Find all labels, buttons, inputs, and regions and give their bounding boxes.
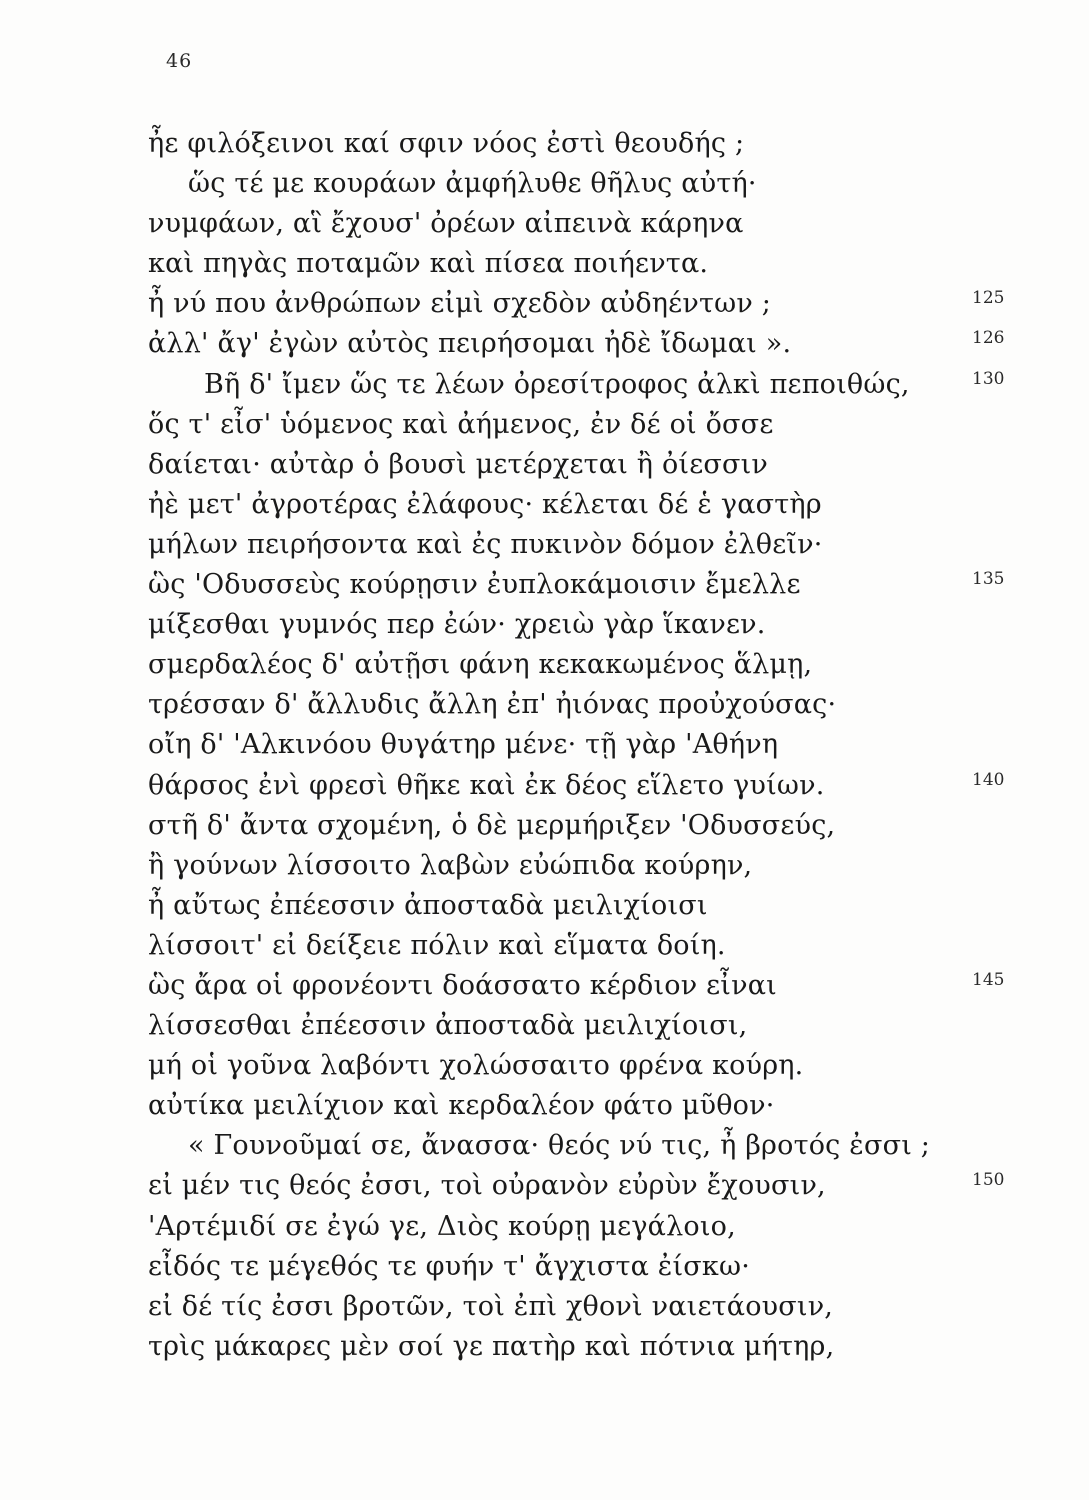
verse-line bbox=[148, 1166, 1028, 1206]
verse-line bbox=[148, 565, 1028, 605]
verse-line bbox=[148, 164, 1028, 204]
verse-line bbox=[148, 1086, 1028, 1126]
verse-line bbox=[148, 1327, 1028, 1367]
verse-line bbox=[148, 926, 1028, 966]
verse-line-text: εἰ δέ τίς ἐσσι βροτῶν, τοὶ ἐπὶ χθονὶ ναιετάουσιν, bbox=[148, 1290, 834, 1322]
verse-line-text: ἢ γούνων λίσσοιτο λαβὼν εὐώπιδα κούρην, bbox=[148, 849, 753, 881]
verse-line-text: μή οἱ γοῦνα λαβόντι χολώσσαιτο φρένα κούρη. bbox=[148, 1050, 804, 1082]
verse-line-text: οἴη δ' 'Αλκινόου θυγάτηρ μένε· τῇ γὰρ 'Αθήνη bbox=[148, 729, 779, 761]
verse-line-text: εἰ μέν τις θεός ἐσσι, τοὶ οὐρανὸν εὐρὺν ἔχουσιν, bbox=[148, 1170, 826, 1202]
verse-line bbox=[148, 485, 1028, 525]
verse-line bbox=[148, 1287, 1028, 1327]
verse-line bbox=[148, 1207, 1028, 1247]
verse-line-text: Βῆ δ' ἴμεν ὥς τε λέων ὀρεσίτροφος ἀλκὶ πεποιθώς, bbox=[204, 368, 910, 400]
verse-line-text: λίσσοιτ' εἰ δείξειε πόλιν καὶ εἵματα δοίη. bbox=[148, 929, 726, 961]
line-number: 145 bbox=[972, 969, 1005, 990]
verse-line-text: καὶ πηγὰς ποταμῶν καὶ πίσεα ποιήεντα. bbox=[148, 248, 709, 280]
verse-line-text: ἀλλ' ἄγ' ἐγὼν αὐτὸς πειρήσομαι ἠδὲ ἴδωμαι ». bbox=[148, 328, 792, 360]
verse-line-text: στῆ δ' ἄντα σχομένη, ὁ δὲ μερμήριξεν 'Οδυσσεύς, bbox=[148, 809, 836, 841]
verse-line-text: τρέσσαν δ' ἄλλυδις ἄλλη ἐπ' ἠιόνας προὐχούσας· bbox=[148, 689, 837, 721]
verse-line-text: θάρσος ἐνὶ φρεσὶ θῆκε καὶ ἐκ δέος εἵλετο γυίων. bbox=[148, 769, 825, 801]
verse-line bbox=[148, 725, 1028, 765]
verse-line bbox=[148, 244, 1028, 284]
verse-line-text: σμερδαλέος δ' αὐτῇσι φάνη κεκακωμένος ἅλμῃ, bbox=[148, 649, 813, 681]
line-number: 125 bbox=[972, 288, 1005, 309]
verse-line bbox=[148, 645, 1028, 685]
verse-line-text: ὥς τέ με κουράων ἀμφήλυθε θῆλυς αὐτή· bbox=[188, 168, 757, 200]
verse-line-text: 'Αρτέμιδί σε ἐγώ γε, Διὸς κούρῃ μεγάλοιο, bbox=[148, 1210, 736, 1242]
verse-line bbox=[148, 204, 1028, 244]
verse-line bbox=[148, 846, 1028, 886]
verse-line-text: λίσσεσθαι ἐπέεσσιν ἀποσταδὰ μειλιχίοισι, bbox=[148, 1010, 748, 1042]
verse-line bbox=[148, 1006, 1028, 1046]
verse-line bbox=[148, 324, 1028, 364]
verse-line bbox=[148, 886, 1028, 926]
verse-line bbox=[148, 525, 1028, 565]
verse-line-text: δαίεται· αὐτὰρ ὁ βουσὶ μετέρχεται ἢ ὀίεσσιν bbox=[148, 448, 769, 480]
verse-line-text: εἶδός τε μέγεθός τε φυήν τ' ἄγχιστα ἐίσκω· bbox=[148, 1250, 750, 1282]
page-number: 46 bbox=[166, 50, 193, 72]
verse-line bbox=[148, 405, 1028, 445]
verse-line bbox=[148, 1247, 1028, 1287]
verse-line-text: ὣς ἄρα οἱ φρονέοντι δοάσσατο κέρδιον εἶναι bbox=[148, 969, 777, 1001]
verse-line-text: ὅς τ' εἶσ' ὑόμενος καὶ ἀήμενος, ἐν δέ οἱ ὄσσε bbox=[148, 408, 774, 440]
line-number: 135 bbox=[972, 569, 1005, 590]
verse-line-text: μίξεσθαι γυμνός περ ἐών· χρειὼ γὰρ ἵκανεν. bbox=[148, 609, 766, 641]
verse-line bbox=[148, 605, 1028, 645]
verse-line-text: ἦ νύ που ἀνθρώπων εἰμὶ σχεδὸν αὐδηέντων ; bbox=[148, 288, 772, 320]
verse-block bbox=[148, 124, 1028, 1367]
verse-line-text: ἦ αὔτως ἐπέεσσιν ἀποσταδὰ μειλιχίοισι bbox=[148, 889, 708, 921]
verse-line bbox=[148, 806, 1028, 846]
verse-line bbox=[148, 1046, 1028, 1086]
verse-line bbox=[148, 966, 1028, 1006]
verse-line-text: ὣς 'Οδυσσεὺς κούρῃσιν ἐυπλοκάμοισιν ἔμελλε bbox=[148, 569, 801, 601]
line-number: 140 bbox=[972, 769, 1005, 790]
verse-line bbox=[148, 365, 1028, 405]
verse-line-text: « Γουνοῦμαί σε, ἄνασσα· θεός νύ τις, ἦ βροτός ἐσσι ; bbox=[188, 1130, 931, 1162]
verse-line-text: μήλων πειρήσοντα καὶ ἐς πυκινὸν δόμον ἐλθεῖν· bbox=[148, 528, 823, 560]
verse-line-text: ἦε φιλόξεινοι καί σφιν νόος ἐστὶ θεουδής ; bbox=[148, 128, 745, 159]
line-number: 126 bbox=[972, 328, 1005, 349]
verse-line bbox=[148, 124, 1028, 164]
line-number: 130 bbox=[972, 368, 1005, 389]
verse-line bbox=[148, 685, 1028, 725]
verse-line-text: τρὶς μάκαρες μὲν σοί γε πατὴρ καὶ πότνια μήτηρ, bbox=[148, 1330, 835, 1362]
verse-line bbox=[148, 445, 1028, 485]
verse-line bbox=[148, 1126, 1028, 1166]
verse-line-text: ἠὲ μετ' ἀγροτέρας ἐλάφους· κέλεται δέ ἑ γαστὴρ bbox=[148, 488, 822, 520]
verse-line-text: αὐτίκα μειλίχιον καὶ κερδαλέον φάτο μῦθον· bbox=[148, 1090, 775, 1122]
verse-line bbox=[148, 766, 1028, 806]
verse-line bbox=[148, 284, 1028, 324]
verse-line-text: νυμφάων, αἳ ἔχουσ' ὀρέων αἰπεινὰ κάρηνα bbox=[148, 208, 744, 240]
line-number: 150 bbox=[972, 1170, 1005, 1191]
